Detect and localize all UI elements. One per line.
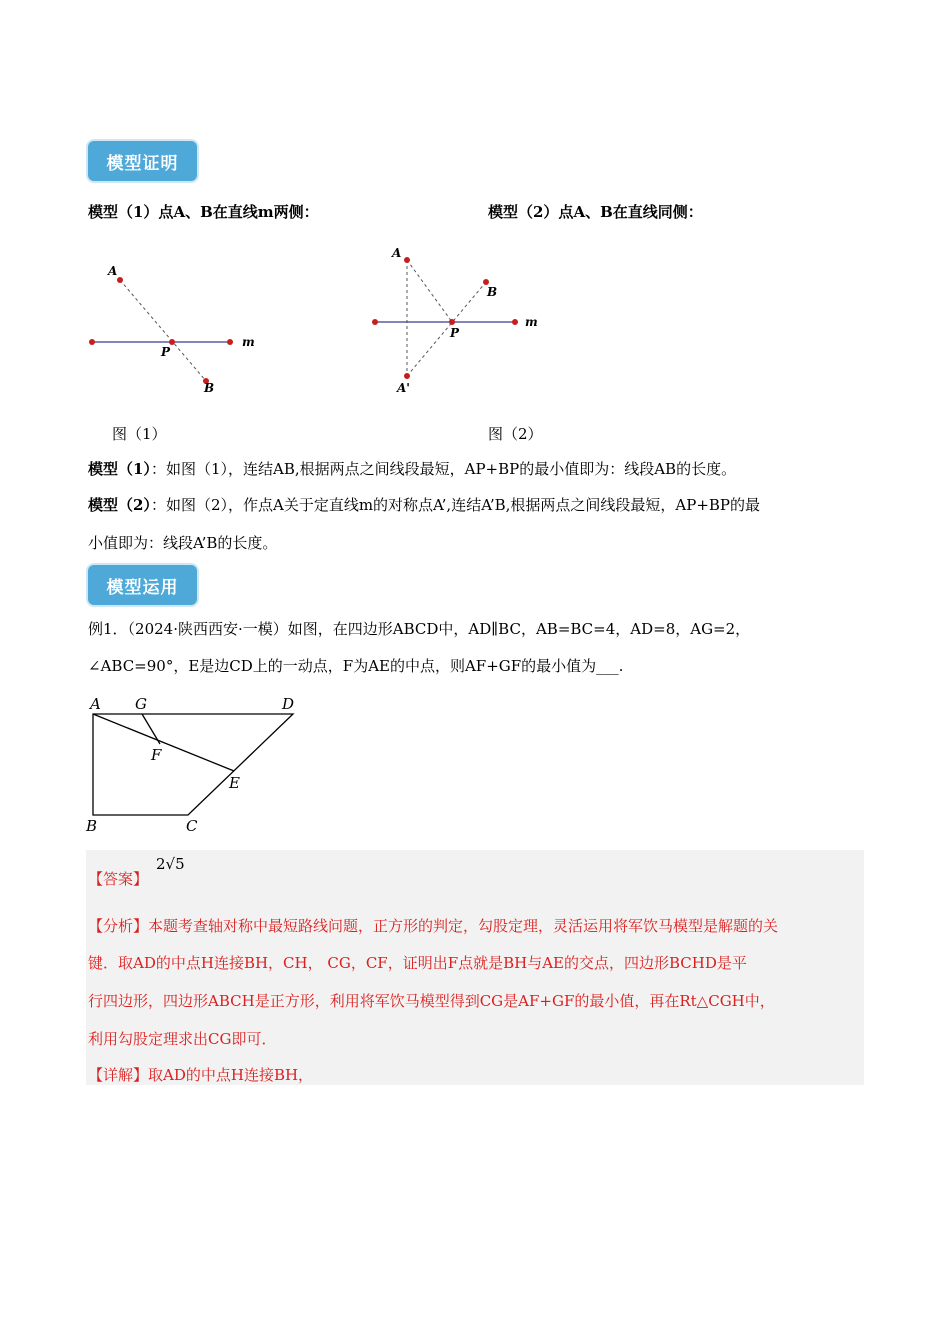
fig2-point-p <box>449 319 455 325</box>
model2-body-line1: ：如图（2），作点A关于定直线m的对称点A’,连结A’B,根据两点之间线段最短，AP+BP的最 <box>150 496 761 514</box>
section-badge-model-proof: 模型证明 <box>88 141 197 181</box>
fig1-label-b: B <box>204 381 215 395</box>
fig1-point-right <box>227 339 233 345</box>
model2-body-line2: 小值即为：线段A’B的长度。 <box>88 534 278 552</box>
label-a: A <box>90 695 101 713</box>
answer-label: 【答案】 <box>88 870 149 888</box>
model2-explanation <box>88 494 868 515</box>
fig1-label-m: m <box>242 335 255 349</box>
model2-lead: 模型（2） <box>88 496 151 514</box>
answer-value: 2√5 <box>156 855 185 873</box>
fig2-dashed-a1b <box>407 282 486 376</box>
model2-heading: 模型（2）点A、B在直线同侧： <box>488 203 703 221</box>
fig2-point-a <box>404 257 410 263</box>
label-d: D <box>282 695 295 713</box>
fig1-point-a <box>117 277 123 283</box>
analysis-line-3: 行四边形，四边形ABCH是正方形，利用将军饮马模型得到CG是AF+GF的最小值，再在Rt△CGH中， <box>88 992 775 1010</box>
figure-2-caption: 图（2） <box>488 425 543 443</box>
label-e: E <box>229 774 240 792</box>
fig2-point-left <box>372 319 378 325</box>
analysis-line-4: 利用勾股定理求出CG即可． <box>88 1030 277 1048</box>
example-quadrilateral-diagram <box>80 692 320 837</box>
fig1-label-p: P <box>161 345 171 359</box>
fig1-point-left <box>89 339 95 345</box>
segment-gf <box>142 714 160 744</box>
fig1-label-a: A <box>108 264 118 278</box>
detail-line-1: 【详解】取AD的中点H连接BH， <box>88 1066 314 1084</box>
fig2-dashed-ap <box>407 260 452 322</box>
section-badge-model-application: 模型运用 <box>88 565 197 605</box>
fig2-label-b: B <box>487 285 498 299</box>
label-b: B <box>86 817 98 835</box>
figure-1-diagram <box>80 255 280 405</box>
fig2-point-a1 <box>404 373 410 379</box>
fig1-dashed-ab <box>120 280 206 381</box>
model1-lead: 模型（1） <box>88 460 151 478</box>
model1-body: ：如图（1），连结AB,根据两点之间线段最短，AP+BP的最小值即为：线段AB的长度。 <box>150 460 737 478</box>
quad-abcd <box>93 714 293 815</box>
model1-explanation <box>88 458 868 479</box>
label-c: C <box>186 817 198 835</box>
analysis-line-2: 键．取AD的中点H连接BH，CH， CG，CF，证明出F点就是BH与AE的交点，四边形BCHD是平 <box>88 954 747 972</box>
label-g: G <box>135 695 147 713</box>
fig2-label-m: m <box>525 315 538 329</box>
example-line-1: 例1．（2024·陕西西安·一模）如图，在四边形ABCD中，AD∥BC，AB=BC=4，AD=8，AG=2， <box>88 620 751 638</box>
model1-heading: 模型（1）点A、B在直线m两侧： <box>88 203 319 221</box>
example-line-2: ∠ABC=90°，E是边CD上的一动点，F为AE的中点，则AF+GF的最小值为___. <box>88 657 624 675</box>
segment-ae <box>93 714 234 771</box>
label-f: F <box>151 746 162 764</box>
fig2-label-a: A <box>392 246 402 260</box>
analysis-line-1: 【分析】本题考查轴对称中最短路线问题，正方形的判定，勾股定理，灵活运用将军饮马模型是解题的关 <box>88 917 779 935</box>
figure-2-diagram <box>365 240 555 400</box>
fig2-label-a-prime: A' <box>397 381 410 395</box>
figure-1-caption: 图（1） <box>112 425 167 443</box>
fig2-label-p: P <box>450 326 460 340</box>
fig2-point-right <box>512 319 518 325</box>
